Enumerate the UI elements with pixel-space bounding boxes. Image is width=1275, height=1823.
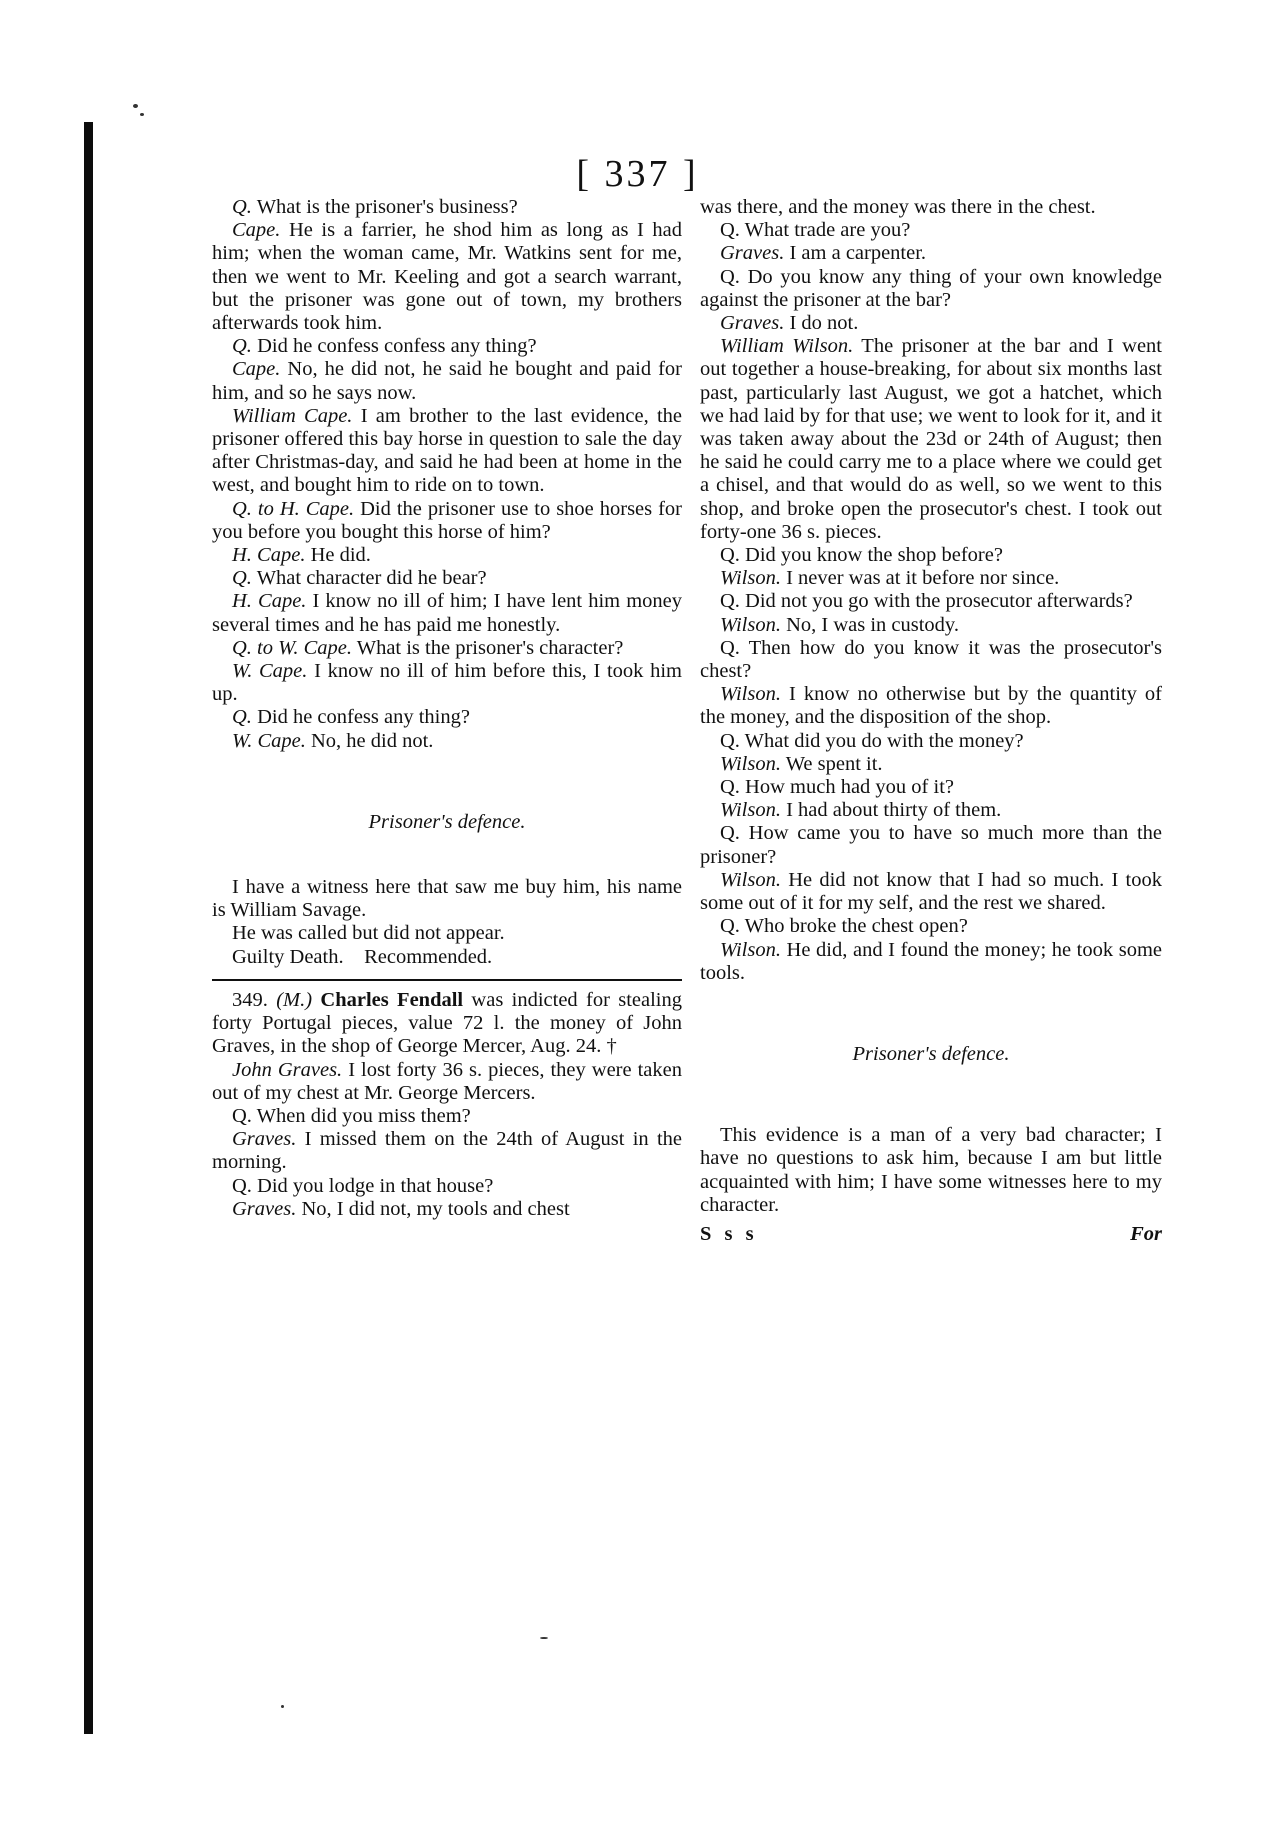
paragraph: Q. What character did he bear? bbox=[232, 567, 487, 590]
paragraph: Wilson. We spent it. bbox=[720, 752, 883, 775]
paragraph: Wilson. No, I was in custody. bbox=[720, 613, 959, 636]
catchword: For bbox=[1130, 1223, 1162, 1245]
paragraph: Cape. No, he did not, he said he bought and paid for him, and so he says now. bbox=[212, 358, 682, 404]
ink-speck bbox=[540, 1637, 548, 1639]
paragraph: W. Cape. I know no ill of him before this, I took him up. bbox=[212, 660, 682, 706]
paragraph: H. Cape. He did. bbox=[232, 544, 371, 567]
paragraph: Graves. I missed them on the 24th of August in the morning. bbox=[212, 1128, 682, 1174]
paragraph: Wilson. He did, and I found the money; he took some tools. bbox=[700, 938, 1162, 984]
right-column bbox=[700, 196, 1162, 1217]
paragraph: John Graves. I lost forty 36 s. pieces, they were taken out of my chest at Mr. George Mercers. bbox=[212, 1058, 682, 1104]
defence-heading: Prisoner's defence. bbox=[852, 1042, 1010, 1065]
paragraph: William Cape. I am brother to the last evidence, the prisoner offered this bay horse in question to sale the day after Christmas-day, and said he had been at home in the west, and bought him to ride on to town. bbox=[212, 404, 682, 497]
signature-mark: S s s bbox=[700, 1223, 758, 1245]
paragraph: Q. How much had you of it? bbox=[720, 776, 954, 799]
paragraph: Graves. I do not. bbox=[720, 312, 859, 335]
paragraph: Cape. He is a farrier, he shod him as long as I had him; when the woman came, Mr. Watkins sent for me, then we went to Mr. Keeling and got a search warrant, but the prisoner was gone out of town, my brothers afterwards took him. bbox=[212, 219, 682, 335]
paragraph: Wilson. I had about thirty of them. bbox=[720, 799, 1002, 822]
paragraph: Graves. I am a carpenter. bbox=[720, 242, 927, 265]
paragraph: Q. Did you lodge in that house? bbox=[232, 1174, 494, 1197]
paragraph: Q. Did not you go with the prosecutor afterwards? bbox=[720, 590, 1133, 613]
ink-speck bbox=[133, 104, 138, 108]
paragraph: W. Cape. No, he did not. bbox=[232, 729, 434, 752]
section-divider bbox=[212, 979, 682, 981]
paragraph: Q. How came you to have so much more than the prisoner? bbox=[700, 822, 1162, 868]
ink-speck bbox=[281, 1705, 284, 1708]
paragraph: Q. Do you know any thing of your own knowledge against the prisoner at the bar? bbox=[700, 265, 1162, 311]
paragraph: He was called but did not appear. bbox=[232, 922, 505, 945]
paragraph: Q. Then how do you know it was the prosecutor's chest? bbox=[700, 636, 1162, 683]
paragraph: Q. When did you miss them? bbox=[232, 1104, 471, 1127]
paragraph: Wilson. I never was at it before nor since. bbox=[720, 567, 1060, 590]
paragraph: Q. Did he confess any thing? bbox=[232, 706, 470, 729]
paragraph: William Wilson. The prisoner at the bar and I went out together a house-breaking, for about six months last past, particularly last August, we got a hatchet, which we had laid by for that use; we went to look for it, and it was taken away about the 23d or 24th of August; then he said he could carry me to a place where we could get a chisel, and that would do as well, so we went to this shop, and broke open the prosecutor's chest. I took out forty-one 36 s. pieces. bbox=[700, 335, 1162, 543]
paragraph: Q. What trade are you? bbox=[720, 219, 911, 242]
page-binding-edge bbox=[84, 122, 93, 1734]
paragraph: Wilson. I know no otherwise but by the quantity of the money, and the disposition of the shop. bbox=[700, 683, 1162, 729]
paragraph: Wilson. He did not know that I had so much. I took some out of it for my self, and the rest we shared. bbox=[700, 868, 1162, 915]
ink-speck bbox=[140, 113, 144, 116]
paragraph: H. Cape. I know no ill of him; I have lent him money several times and he has paid me honestly. bbox=[212, 590, 682, 636]
verdict: Guilty Death. Recommended. bbox=[232, 945, 493, 968]
paragraph: Q. What did you do with the money? bbox=[720, 729, 1024, 752]
case-heading: 349. (M.) Charles Fendall was indicted for stealing forty Portugal pieces, value 72 l. the money of John Graves, in the shop of George Mercer, Aug. 24. † bbox=[212, 988, 682, 1058]
defence-text: This evidence is a man of a very bad character; I have no questions to ask him, because I am but little acquainted with him; I have some witnesses here to my character. bbox=[700, 1124, 1162, 1216]
defence-heading: Prisoner's defence. bbox=[368, 810, 526, 833]
paragraph: Q. What is the prisoner's business? bbox=[232, 196, 518, 218]
paragraph: Graves. No, I did not, my tools and chest bbox=[232, 1197, 570, 1220]
page-number: [ 337 ] bbox=[576, 153, 699, 195]
paragraph: was there, and the money was there in the chest. bbox=[700, 196, 1096, 218]
paragraph: Q. to H. Cape. Did the prisoner use to shoe horses for you before you bought this horse of him? bbox=[212, 497, 683, 543]
paragraph: Q. Did you know the shop before? bbox=[720, 544, 1003, 567]
paragraph: Q. to W. Cape. What is the prisoner's character? bbox=[232, 636, 624, 659]
paragraph: Q. Did he confess confess any thing? bbox=[232, 335, 537, 358]
defence-text: I have a witness here that saw me buy him, his name is William Savage. bbox=[212, 876, 682, 922]
left-column bbox=[212, 196, 682, 1221]
paragraph: Q. Who broke the chest open? bbox=[720, 915, 968, 938]
